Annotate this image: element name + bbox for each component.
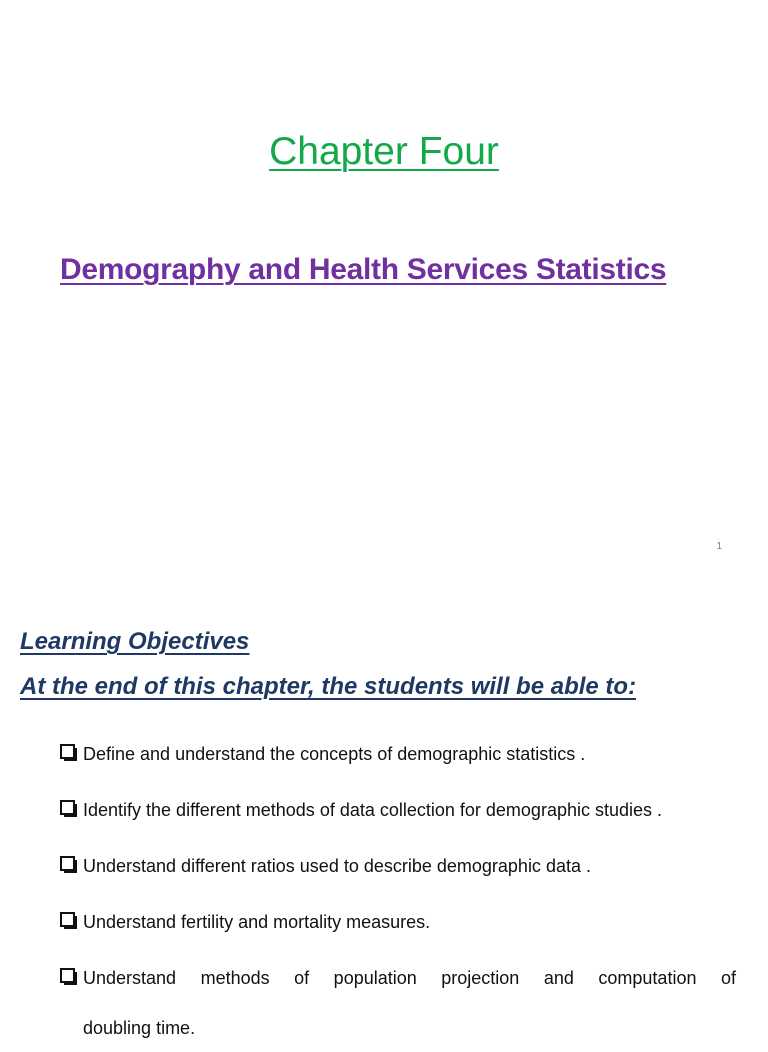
checkbox-bullet-icon xyxy=(60,800,75,815)
chapter-title: Chapter Four xyxy=(269,130,499,173)
slide-number: 1 xyxy=(716,541,722,552)
checkbox-bullet-icon xyxy=(60,856,75,871)
slide-2 xyxy=(0,580,768,1038)
checkbox-bullet-icon xyxy=(60,912,75,927)
objective-item: Understand fertility and mortality measures. xyxy=(60,894,736,950)
objective-item: Understand different ratios used to describe demographic data . xyxy=(60,838,736,894)
objectives-list xyxy=(60,726,736,1052)
checkbox-bullet-icon xyxy=(60,744,75,759)
objective-item: Identify the different methods of data collection for demographic studies . xyxy=(60,782,736,838)
chapter-subtitle: Demography and Health Services Statistics xyxy=(60,253,667,286)
objective-item: Understand methods of population projection and computation of doubling time. xyxy=(60,950,736,1052)
learning-objectives-heading: Learning Objectives xyxy=(20,628,250,655)
objective-item: Define and understand the concepts of demographic statistics . xyxy=(60,726,736,782)
objectives-subheading: At the end of this chapter, the students will be able to: xyxy=(20,673,637,700)
checkbox-bullet-icon xyxy=(60,968,75,983)
